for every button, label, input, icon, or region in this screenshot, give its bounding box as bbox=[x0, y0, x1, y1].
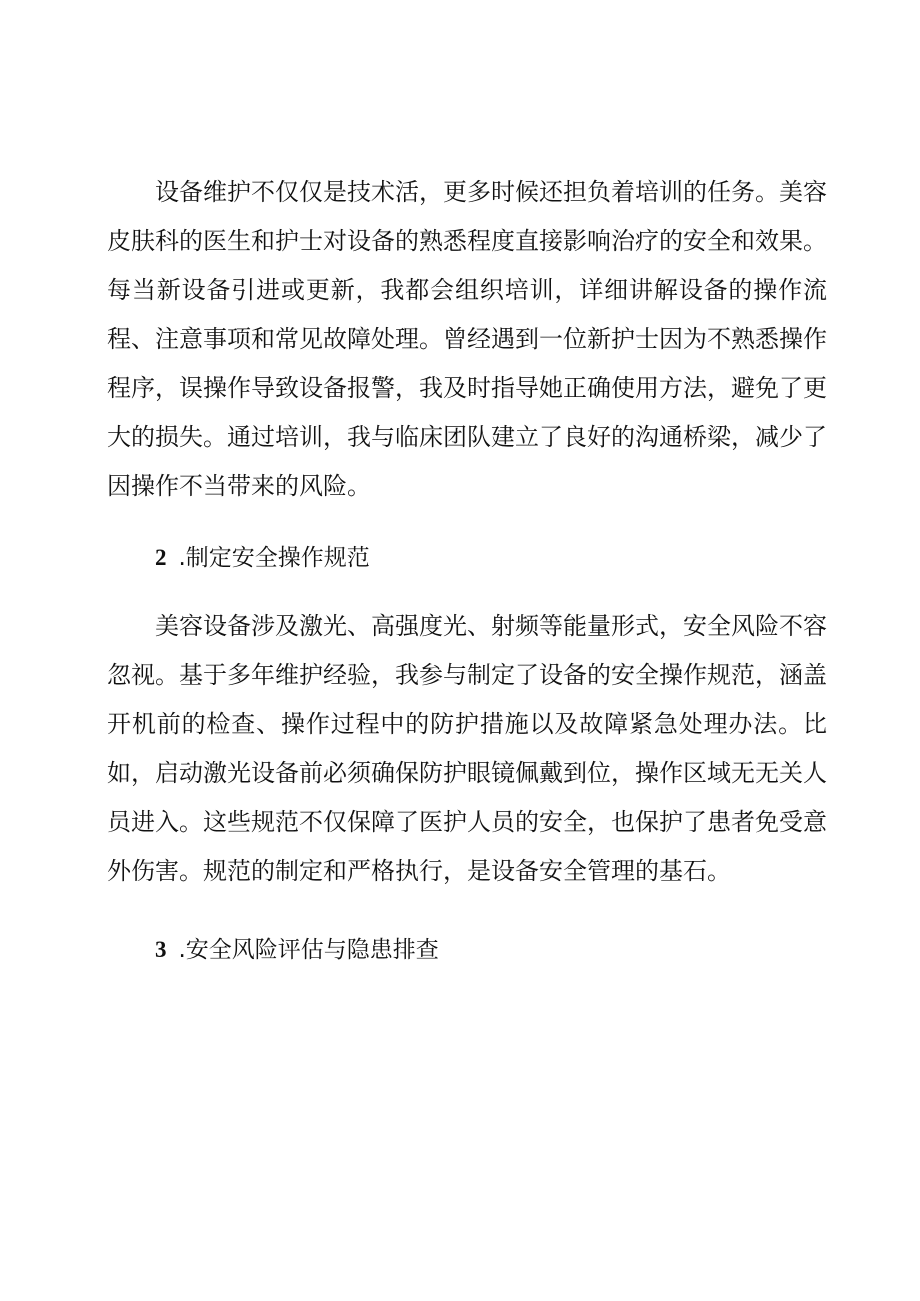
section-title: .制定安全操作规范 bbox=[178, 545, 370, 571]
section-heading-risk-assessment bbox=[155, 935, 439, 965]
section-number: 2 bbox=[155, 545, 167, 570]
section-heading-safety-rules bbox=[155, 543, 370, 573]
paragraph-training: 设备维护不仅仅是技术活，更多时候还担负着培训的任务。美容皮肤科的医生和护士对设备的熟悉程度直接影响治疗的安全和效果。每当新设备引进或更新，我都会组织培训，详细讲解设备的操作流程、注意事项和常见故障处理。曾经遇到一位新护士因为不熟悉操作程序，误操作导致设备报警，我及时指导她正确使用方法，避免了更大的损失。通过培训，我与临床团队建立了良好的沟通桥梁，减少了因操作不当带来的风险。 bbox=[107, 178, 827, 500]
paragraph-safety-rules: 美容设备涉及激光、高强度光、射频等能量形式，安全风险不容忽视。基于多年维护经验，我参与制定了设备的安全操作规范，涵盖开机前的检查、操作过程中的防护措施以及故障紧急处理办法。比如，启动激光设备前必须确保防护眼镜佩戴到位，操作区域无无关人员进入。这些规范不仅保障了医护人员的安全，也保护了患者免受意外伤害。规范的制定和严格执行，是设备安全管理的基石。 bbox=[107, 612, 827, 885]
section-title: .安全风险评估与隐患排查 bbox=[178, 937, 439, 963]
section-number: 3 bbox=[155, 937, 167, 962]
